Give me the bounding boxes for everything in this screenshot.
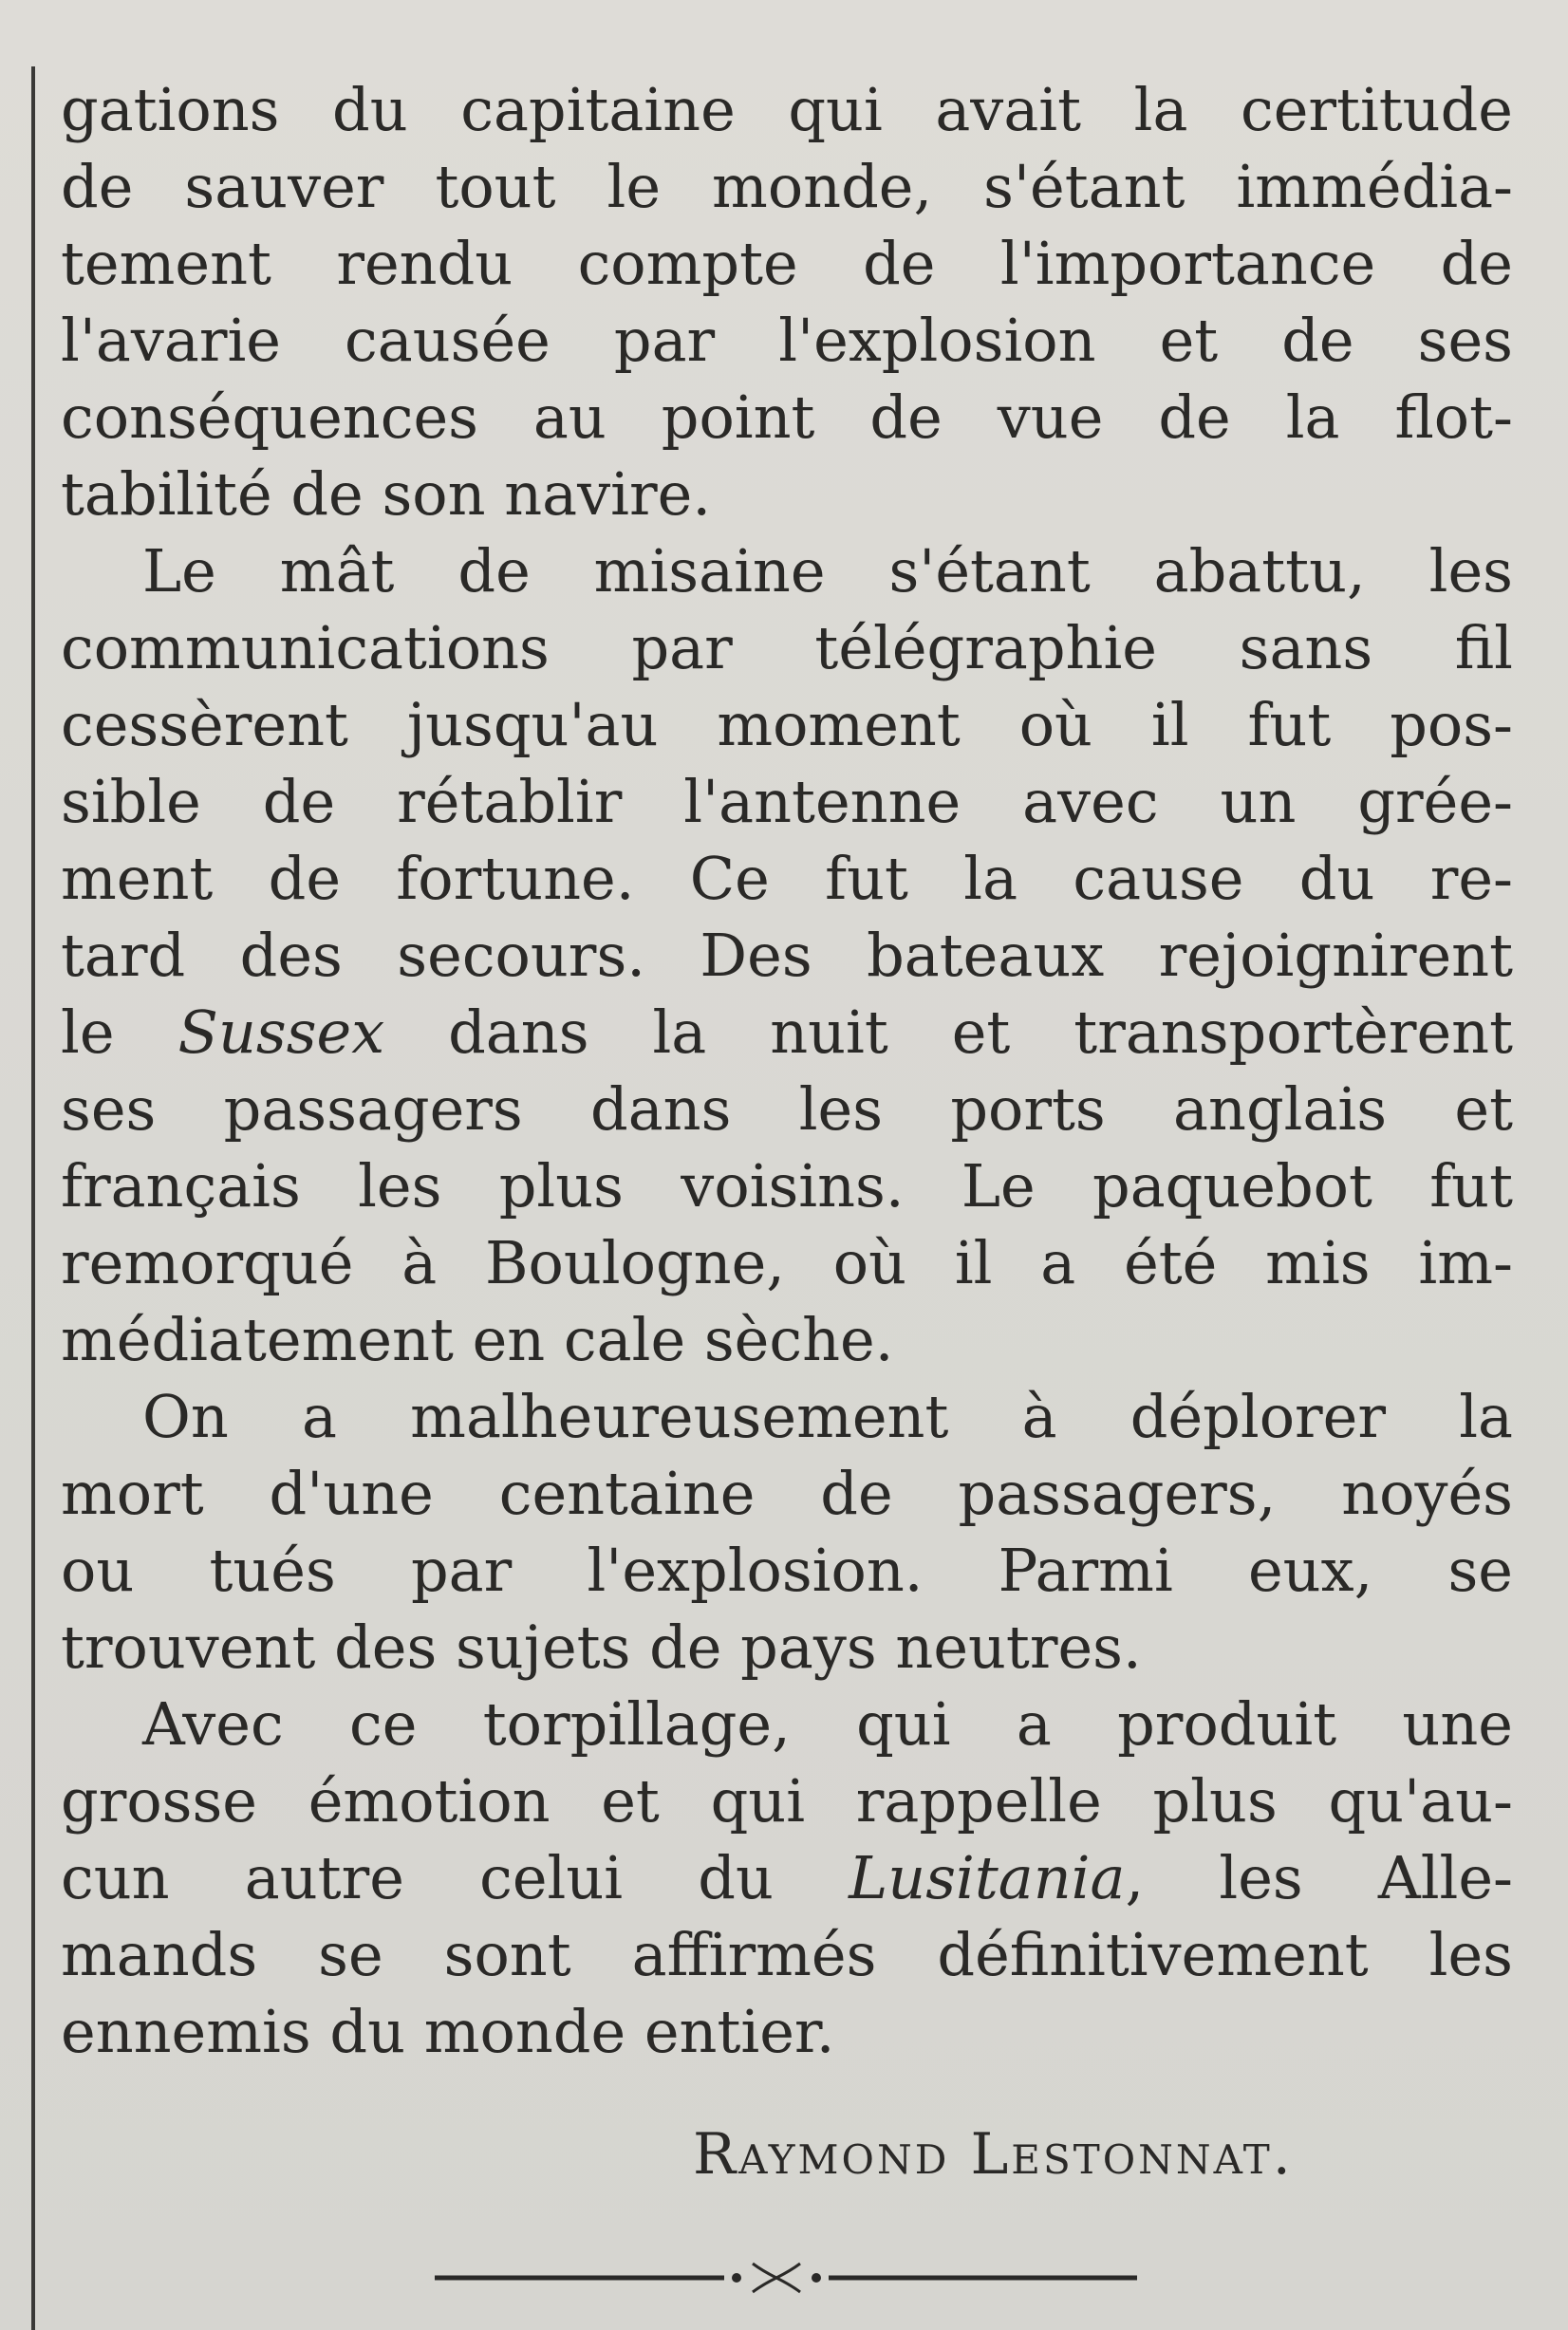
article-line: sible de rétablir l'antenne avec un grée- [61, 767, 1513, 836]
article-line: ment de fortune. Ce fut la cause du re- [61, 844, 1513, 913]
article-line: ennemis du monde entier. [61, 1997, 835, 2066]
line-text: cun autre celui du [61, 1843, 849, 1912]
article-body [61, 71, 1513, 2070]
article-line: trouvent des sujets de pays neutres. [61, 1612, 1142, 1682]
article-line: tard des secours. Des bateaux rejoignirent [61, 921, 1513, 990]
article-line: mands se sont affirmés définitivement les [61, 1920, 1513, 1989]
ship-name-lusitania: Lusitania [849, 1843, 1126, 1912]
article-line: On a malheureusement à déplorer la [142, 1382, 1513, 1451]
article-line: grosse émotion et qui rappelle plus qu'au- [61, 1766, 1513, 1836]
article-line: communications par télégraphie sans fil [61, 613, 1513, 682]
article-line: tement rendu compte de l'importance de [61, 229, 1513, 298]
article-line: ou tués par l'explosion. Parmi eux, se [61, 1536, 1513, 1605]
column-rule [31, 66, 35, 2330]
ship-name-sussex: Sussex [177, 997, 385, 1067]
article-line: de sauver tout le monde, s'étant immédia- [61, 152, 1513, 221]
article-line: tabilité de son navire. [61, 459, 712, 529]
end-ornament-icon [435, 2254, 1137, 2302]
article-line: français les plus voisins. Le paquebot fut [61, 1151, 1513, 1221]
article-line: remorqué à Boulogne, où il a été mis im- [61, 1228, 1513, 1297]
article-line: cessèrent jusqu'au moment où il fut pos- [61, 690, 1513, 759]
article-line: conséquences au point de vue de la flot- [61, 382, 1513, 452]
article-line: ses passagers dans les ports anglais et [61, 1074, 1513, 1144]
article-line: mort d'une centaine de passagers, noyés [61, 1459, 1513, 1528]
article-line: l'avarie causée par l'explosion et de ses [61, 306, 1513, 375]
line-text: dans la nuit et transportèrent [384, 997, 1513, 1067]
article-line [61, 994, 1513, 1071]
line-text: le [61, 997, 178, 1067]
line-text: , les Alle- [1125, 1843, 1513, 1912]
article-line: gations du capitaine qui avait la certitude [61, 75, 1513, 144]
article-line [61, 1839, 1513, 1916]
article-line: Le mât de misaine s'étant abattu, les [142, 536, 1513, 606]
author-signature: Raymond Lestonnat. [693, 2121, 1294, 2188]
article-line: médiatement en cale sèche. [61, 1305, 894, 1374]
article-line: Avec ce torpillage, qui a produit une [142, 1689, 1513, 1759]
